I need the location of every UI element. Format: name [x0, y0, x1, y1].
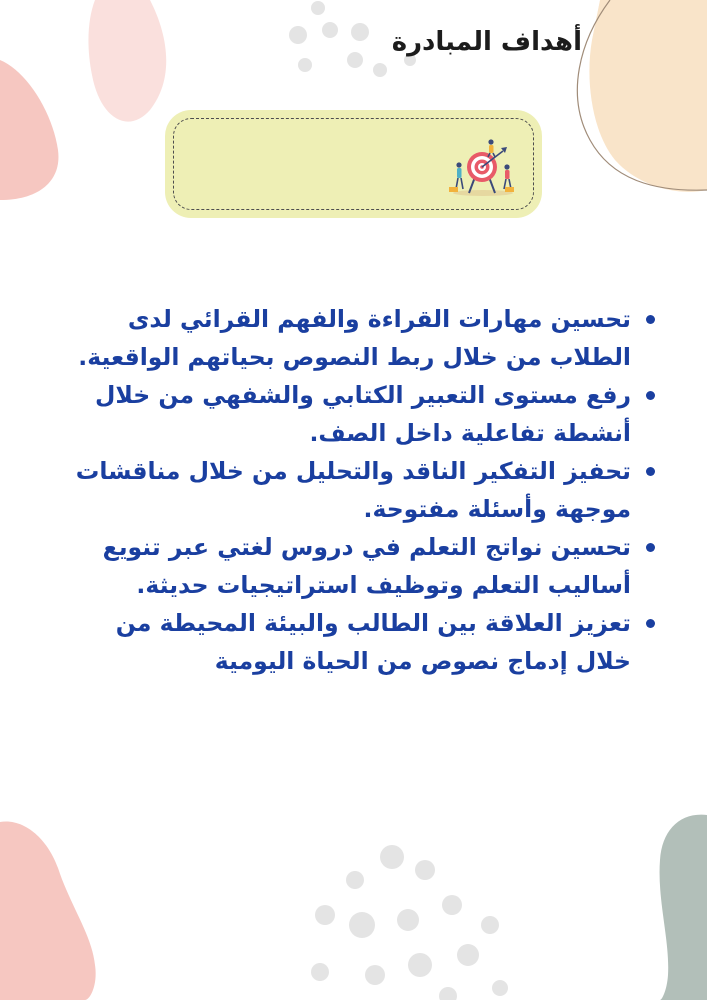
dots-bottom [311, 845, 508, 1000]
pink-blob-top-left-large [88, 0, 166, 122]
goal-item: تحسين نواتج التعلم في دروس لغتي عبر تنويع أساليب التعلم وتوظيف استراتيجيات حديثة. [59, 528, 631, 604]
goal-item: تعزيز العلاقة بين الطالب والبيئة المحيطة من خلال إدماج نصوص من الحياة اليومية [59, 604, 631, 680]
goal-item: رفع مستوى التعبير الكتابي والشفهي من خلال أنشطة تفاعلية داخل الصف. [59, 376, 631, 452]
peach-blob-top-right [589, 0, 707, 192]
goals-list [59, 300, 659, 680]
page-title: أهداف المبادرة [391, 27, 582, 57]
target-icon [445, 137, 517, 197]
pink-blob-top-left [0, 60, 58, 200]
pink-blob-bottom-left [0, 822, 96, 1000]
goal-item: تحفيز التفكير الناقد والتحليل من خلال مناقشات موجهة وأسئلة مفتوحة. [59, 452, 631, 528]
sage-blob-bottom-right [660, 815, 707, 1000]
goal-item: تحسين مهارات القراءة والفهم القرائي لدى الطلاب من خلال ربط النصوص بحياتهم الواقعية. [59, 300, 631, 376]
